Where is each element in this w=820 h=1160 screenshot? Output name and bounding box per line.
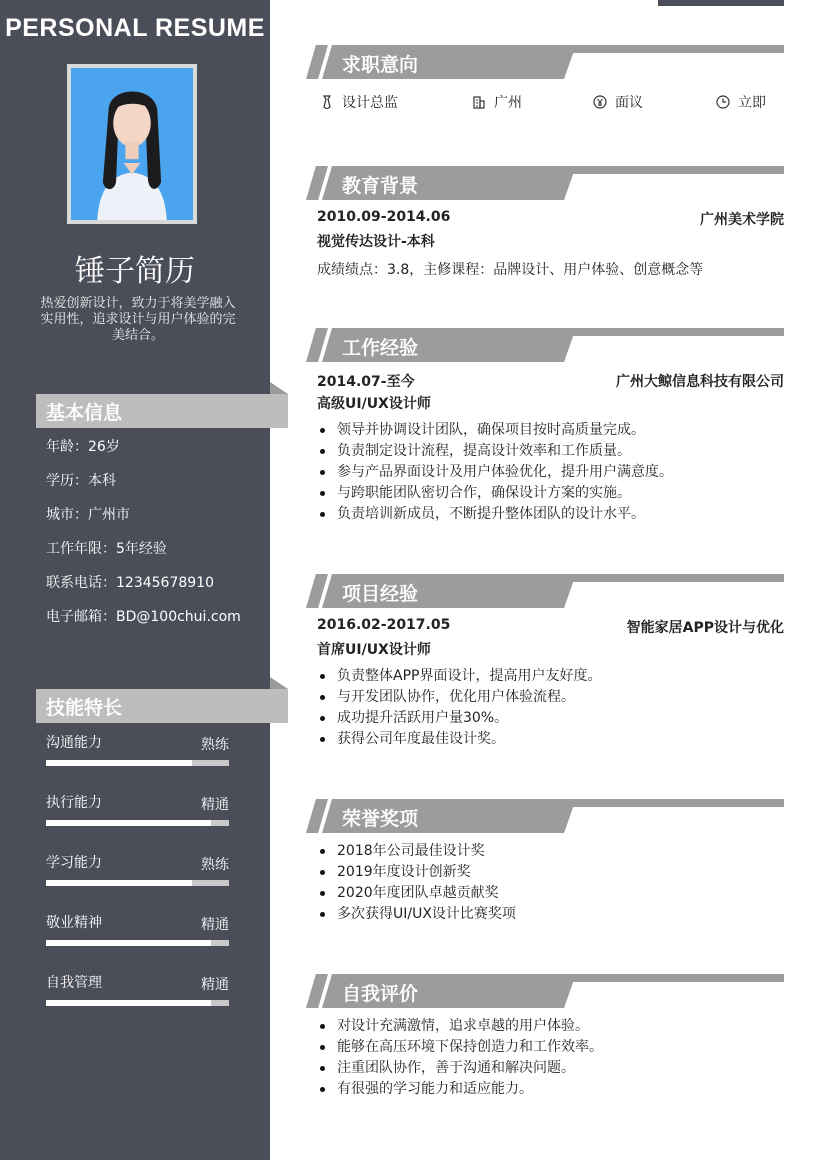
- sidebar: [0, 0, 270, 1160]
- skill-communication: [46, 732, 229, 772]
- work-company: 广州大鲸信息科技有限公司: [616, 374, 784, 390]
- project-row: [317, 617, 784, 637]
- list-item: 与开发团队协作，优化用户体验流程。: [317, 687, 784, 708]
- skill-name: 自我管理: [46, 975, 102, 991]
- skill-level: 精通: [201, 797, 229, 813]
- project-period: 2016.02-2017.05: [317, 617, 451, 633]
- education-detail: 成绩绩点：3.8，主修课程：品牌设计、用户体验、创意概念等: [317, 262, 704, 278]
- list-item: 获得公司年度最佳设计奖。: [317, 729, 784, 750]
- info-experience: 工作年限：5年经验: [46, 541, 167, 557]
- skill-learning: [46, 852, 229, 892]
- skill-name: 学习能力: [46, 855, 102, 871]
- intent-position-text: 设计总监: [342, 95, 398, 111]
- basic-info-title: 基本信息: [46, 402, 123, 424]
- skill-name: 沟通能力: [46, 735, 102, 751]
- work-duties-list: [317, 420, 784, 525]
- skills-title: 技能特长: [46, 697, 123, 719]
- list-item: 负责整体APP界面设计，提高用户友好度。: [317, 666, 784, 687]
- intent-salary-text: 面议: [615, 95, 643, 111]
- education-period: 2010.09-2014.06: [317, 209, 451, 225]
- tie-icon: [320, 95, 334, 109]
- skill-level: 精通: [201, 977, 229, 993]
- list-item: 多次获得UI/UX设计比赛奖项: [317, 904, 784, 925]
- list-item: 有很强的学习能力和适应能力。: [317, 1079, 784, 1100]
- list-item: 负责制定设计流程，提高设计效率和工作质量。: [317, 441, 784, 462]
- skill-bar-fill: [46, 760, 192, 766]
- intent-position: [320, 92, 398, 112]
- intent-availability: [716, 92, 766, 112]
- info-email: 电子邮箱：BD@100chui.com: [46, 609, 241, 625]
- profile-photo: [67, 64, 197, 224]
- skills-heading: [36, 689, 288, 723]
- yen-icon: [593, 95, 607, 109]
- job-intent-row: [320, 92, 784, 112]
- project-name: 智能家居APP设计与优化: [626, 620, 784, 636]
- list-item: 负责培训新成员，不断提升整体团队的设计水平。: [317, 504, 784, 525]
- skill-execution: [46, 792, 229, 832]
- top-accent-bar: [658, 0, 784, 6]
- self-evaluation-heading: [306, 974, 784, 1008]
- project-heading: [306, 574, 784, 608]
- skill-bar: [46, 1000, 229, 1006]
- self-evaluation-title: 自我评价: [342, 983, 419, 1005]
- list-item: 2020年度团队卓越贡献奖: [317, 883, 784, 904]
- project-duties-list: [317, 666, 784, 750]
- education-school: 广州美术学院: [700, 212, 784, 228]
- work-period: 2014.07-至今: [317, 374, 415, 390]
- work-role: 高级UI/UX设计师: [317, 396, 431, 412]
- list-item: 与跨职能团队密切合作，确保设计方案的实施。: [317, 483, 784, 504]
- skill-bar-fill: [46, 1000, 211, 1006]
- job-intent-heading: [306, 45, 784, 79]
- skill-level: 精通: [201, 917, 229, 933]
- list-item: 能够在高压环境下保持创造力和工作效率。: [317, 1037, 784, 1058]
- list-item: 2018年公司最佳设计奖: [317, 841, 784, 862]
- intent-salary: [593, 92, 643, 112]
- skill-name: 执行能力: [46, 795, 102, 811]
- resume-title: PERSONAL RESUME: [5, 14, 265, 42]
- list-item: 参与产品界面设计及用户体验优化，提升用户满意度。: [317, 462, 784, 483]
- skill-bar-fill: [46, 820, 211, 826]
- clock-icon: [716, 95, 730, 109]
- project-title: 项目经验: [342, 583, 419, 605]
- heading-tab-shape: [270, 382, 288, 394]
- education-title: 教育背景: [342, 175, 419, 197]
- skill-bar: [46, 880, 229, 886]
- info-city: 城市：广州市: [46, 507, 130, 523]
- intent-availability-text: 立即: [738, 95, 766, 111]
- bio-text: 热爱创新设计，致力于将美学融入实用性，追求设计与用户体验的完美结合。: [40, 296, 236, 343]
- skill-name: 敬业精神: [46, 915, 102, 931]
- skill-self-management: [46, 972, 229, 1012]
- basic-info-heading: [36, 394, 288, 428]
- building-icon: [472, 95, 486, 109]
- list-item: 对设计充满激情，追求卓越的用户体验。: [317, 1016, 784, 1037]
- basic-info-list: [46, 430, 266, 634]
- person-name: 锤子简历: [75, 254, 195, 289]
- work-row: [317, 371, 784, 391]
- job-intent-title: 求职意向: [342, 54, 419, 76]
- intent-city: [472, 92, 522, 112]
- list-item: 注重团队协作，善于沟通和解决问题。: [317, 1058, 784, 1079]
- work-title: 工作经验: [342, 337, 419, 359]
- work-heading: [306, 328, 784, 362]
- skill-bar-fill: [46, 880, 192, 886]
- list-item: 成功提升活跃用户量30%。: [317, 708, 784, 729]
- education-heading: [306, 166, 784, 200]
- honors-title: 荣誉奖项: [342, 808, 419, 830]
- education-row: [317, 209, 784, 229]
- skill-level: 熟练: [201, 737, 229, 753]
- heading-tab-shape: [270, 677, 288, 689]
- honors-heading: [306, 799, 784, 833]
- honors-list: [317, 841, 784, 925]
- project-role: 首席UI/UX设计师: [317, 642, 431, 658]
- skill-bar: [46, 760, 229, 766]
- skill-dedication: [46, 912, 229, 952]
- skill-bar-fill: [46, 940, 211, 946]
- info-education: 学历：本科: [46, 473, 116, 489]
- education-major: 视觉传达设计-本科: [317, 234, 435, 250]
- list-item: 领导并协调设计团队，确保项目按时高质量完成。: [317, 420, 784, 441]
- intent-city-text: 广州: [494, 95, 522, 111]
- info-age: 年龄：26岁: [46, 439, 120, 455]
- skill-bar: [46, 820, 229, 826]
- info-phone: 联系电话：12345678910: [46, 575, 214, 591]
- skill-bar: [46, 940, 229, 946]
- skill-level: 熟练: [201, 857, 229, 873]
- self-evaluation-list: [317, 1016, 784, 1100]
- list-item: 2019年度设计创新奖: [317, 862, 784, 883]
